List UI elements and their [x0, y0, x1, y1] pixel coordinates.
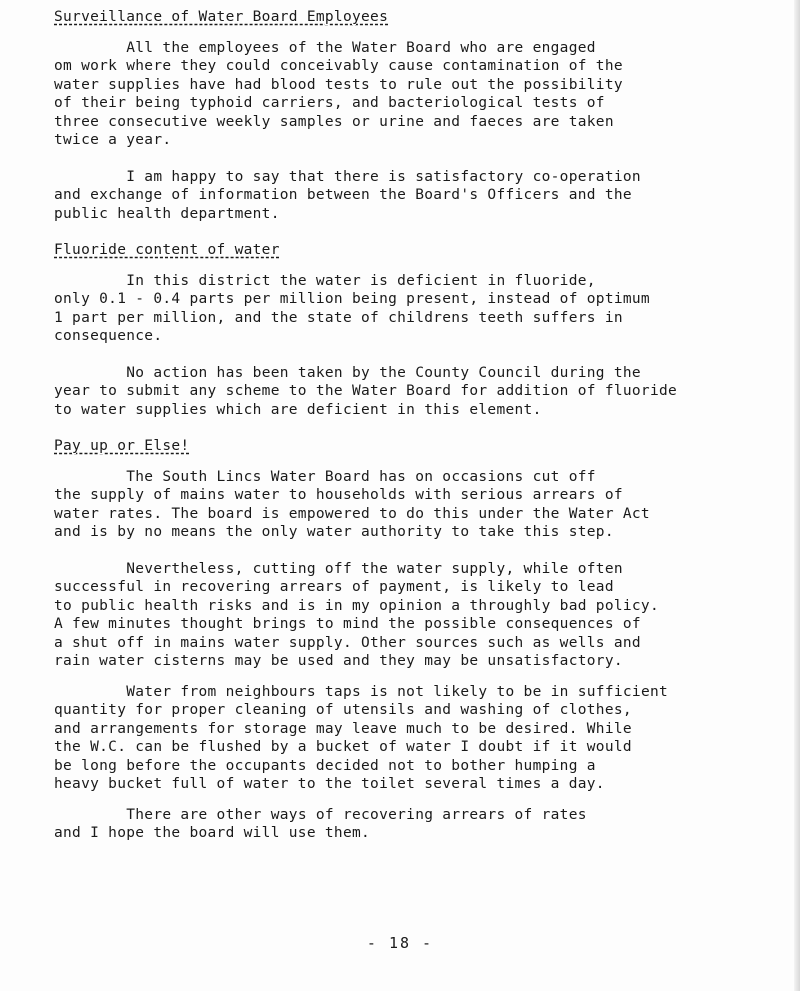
section-heading-pay-up: Pay up or Else!	[54, 438, 190, 454]
paragraph-fluoride-2: No action has been taken by the County Council during the year to submit any scheme to the Water Board for addition of fluoride to water supplies which are deficient in this element.	[54, 364, 678, 418]
page-edge-shadow	[794, 0, 800, 991]
paragraph-fluoride-1: In this district the water is deficient in fluoride, only 0.1 - 0.4 parts per million being present, instead of optimum 1 part per million, and the state of childrens teeth suffers in consequence.	[54, 272, 650, 344]
section-heading-surveillance: Surveillance of Water Board Employees	[54, 9, 389, 25]
document-body	[54, 8, 784, 843]
page-number: - 18 -	[366, 934, 434, 952]
paragraph-pay-up-1: The South Lincs Water Board has on occasions cut off the supply of mains water to households with serious arrears of water rates. The board is empowered to do this under the Water Act and is by no means the only water authority to take this step.	[54, 468, 650, 540]
paragraph-pay-up-3: Water from neighbours taps is not likely to be in sufficient quantity for proper cleaning of utensils and washing of clothes, and arrangements for storage may leave much to be desired. While the W.C. can be flushed by a bucket of water I doubt if it would be long before the occupants decided not to bother humping a heavy bucket full of water to the toilet several times a day.	[54, 683, 669, 792]
section-heading-fluoride: Fluoride content of water	[54, 242, 280, 258]
paragraph-surveillance-1: All the employees of the Water Board who are engaged om work where they could conceivably cause contamination of the water supplies have had blood tests to rule out the possibility of their being typhoid carriers, and bacteriological tests of three consecutive weekly samples or urine and faeces are taken twice a year.	[54, 39, 623, 148]
paragraph-surveillance-2: I am happy to say that there is satisfactory co-operation and exchange of information between the Board's Officers and the public health department.	[54, 168, 641, 222]
paragraph-pay-up-2: Nevertheless, cutting off the water supply, while often successful in recovering arrears of payment, is likely to lead to public health risks and is in my opinion a throughly bad policy. A few minutes thought brings to mind the possible consequences of a shut off in mains water supply. Other sources such as wells and rain water cisterns may be used and they may be unsatisfactory.	[54, 560, 659, 669]
paragraph-pay-up-4: There are other ways of recovering arrears of rates and I hope the board will use them.	[54, 806, 587, 841]
